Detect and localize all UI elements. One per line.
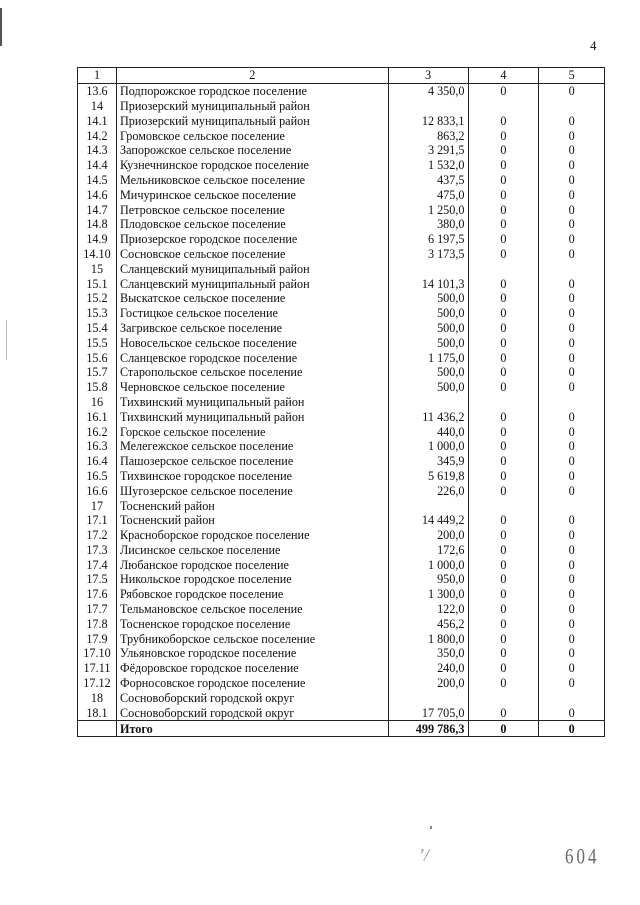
row-name: Тосненский район xyxy=(116,498,388,513)
row-name: Мельниковское сельское поселение xyxy=(116,173,388,188)
row-col5: 0 xyxy=(539,276,605,291)
row-number: 16.4 xyxy=(78,454,117,469)
table-row xyxy=(78,454,605,469)
table-row xyxy=(78,483,605,498)
row-col5: 0 xyxy=(539,705,605,720)
row-number: 14.8 xyxy=(78,217,117,232)
row-name: Старопольское сельское поселение xyxy=(116,365,388,380)
table-row xyxy=(78,217,605,232)
row-col5: 0 xyxy=(539,380,605,395)
table-row xyxy=(78,291,605,306)
table-row xyxy=(78,602,605,617)
total-col4: 0 xyxy=(468,721,539,737)
row-col4: 0 xyxy=(468,306,539,321)
row-col5: 0 xyxy=(539,661,605,676)
table-row xyxy=(78,143,605,158)
row-col4: 0 xyxy=(468,173,539,188)
row-name: Новосельское сельское поселение xyxy=(116,335,388,350)
row-col5: 0 xyxy=(539,143,605,158)
row-col4: 0 xyxy=(468,232,539,247)
row-col4: 0 xyxy=(468,335,539,350)
header-row xyxy=(78,68,605,84)
row-number: 18 xyxy=(78,690,117,705)
row-col4: 0 xyxy=(468,128,539,143)
table-row xyxy=(78,99,605,114)
row-col5: 0 xyxy=(539,483,605,498)
row-col4: 0 xyxy=(468,143,539,158)
row-number: 14 xyxy=(78,99,117,114)
column-header: 3 xyxy=(388,68,468,84)
row-col5: 0 xyxy=(539,424,605,439)
table-row xyxy=(78,661,605,676)
row-number: 14.6 xyxy=(78,187,117,202)
row-name: Сланцевское городское поселение xyxy=(116,350,388,365)
column-header: 5 xyxy=(539,68,605,84)
row-number: 15.6 xyxy=(78,350,117,365)
row-col4: 0 xyxy=(468,217,539,232)
row-amount: 122,0 xyxy=(388,602,468,617)
row-name: Запорожское сельское поселение xyxy=(116,143,388,158)
row-name: Красноборское городское поселение xyxy=(116,528,388,543)
row-amount: 500,0 xyxy=(388,306,468,321)
row-amount xyxy=(388,261,468,276)
row-amount: 500,0 xyxy=(388,321,468,336)
total-row xyxy=(78,721,605,737)
row-amount: 456,2 xyxy=(388,616,468,631)
table-row xyxy=(78,365,605,380)
row-amount: 345,9 xyxy=(388,454,468,469)
row-amount xyxy=(388,498,468,513)
row-number: 14.9 xyxy=(78,232,117,247)
row-col4 xyxy=(468,498,539,513)
row-name: Ульяновское городское поселение xyxy=(116,646,388,661)
row-name: Тихвинское городское поселение xyxy=(116,469,388,484)
row-amount: 1 532,0 xyxy=(388,158,468,173)
row-number: 15.2 xyxy=(78,291,117,306)
row-amount: 11 436,2 xyxy=(388,409,468,424)
row-amount: 12 833,1 xyxy=(388,113,468,128)
row-col4: 0 xyxy=(468,646,539,661)
row-col4: 0 xyxy=(468,439,539,454)
row-amount: 1 250,0 xyxy=(388,202,468,217)
table-row xyxy=(78,173,605,188)
row-name: Форносовское городское поселение xyxy=(116,676,388,691)
row-number: 15.7 xyxy=(78,365,117,380)
row-name: Выскатское сельское поселение xyxy=(116,291,388,306)
row-col4: 0 xyxy=(468,661,539,676)
row-name: Громовское сельское поселение xyxy=(116,128,388,143)
row-amount: 3 291,5 xyxy=(388,143,468,158)
row-col4: 0 xyxy=(468,365,539,380)
ink-dot xyxy=(430,826,432,829)
row-col4: 0 xyxy=(468,424,539,439)
row-number: 14.4 xyxy=(78,158,117,173)
row-col5: 0 xyxy=(539,587,605,602)
row-col5: 0 xyxy=(539,528,605,543)
row-col4: 0 xyxy=(468,247,539,262)
row-col5 xyxy=(539,690,605,705)
row-amount: 500,0 xyxy=(388,291,468,306)
row-col4: 0 xyxy=(468,528,539,543)
row-col4: 0 xyxy=(468,705,539,720)
row-number: 14.5 xyxy=(78,173,117,188)
table-row xyxy=(78,439,605,454)
row-number: 14.7 xyxy=(78,202,117,217)
row-name: Сланцевский муниципальный район xyxy=(116,261,388,276)
row-number: 17.10 xyxy=(78,646,117,661)
row-col4: 0 xyxy=(468,616,539,631)
row-name: Фёдоровское городское поселение xyxy=(116,661,388,676)
row-amount: 380,0 xyxy=(388,217,468,232)
row-name: Тосненское городское поселение xyxy=(116,616,388,631)
row-amount: 240,0 xyxy=(388,661,468,676)
row-amount: 200,0 xyxy=(388,676,468,691)
row-number: 17.1 xyxy=(78,513,117,528)
table-row xyxy=(78,409,605,424)
row-col5: 0 xyxy=(539,513,605,528)
table-row xyxy=(78,128,605,143)
row-col5: 0 xyxy=(539,83,605,98)
row-col5: 0 xyxy=(539,113,605,128)
row-col4: 0 xyxy=(468,483,539,498)
row-name: Рябовское городское поселение xyxy=(116,587,388,602)
row-number: 18.1 xyxy=(78,705,117,720)
row-amount: 1 300,0 xyxy=(388,587,468,602)
table-row xyxy=(78,424,605,439)
row-name: Петровское сельское поселение xyxy=(116,202,388,217)
table-row xyxy=(78,705,605,720)
left-binding-mark xyxy=(0,8,2,46)
row-amount xyxy=(388,99,468,114)
row-amount: 172,6 xyxy=(388,543,468,558)
row-col5: 0 xyxy=(539,602,605,617)
row-number: 15.8 xyxy=(78,380,117,395)
row-name: Тосненский район xyxy=(116,513,388,528)
row-col5 xyxy=(539,99,605,114)
row-number: 17.3 xyxy=(78,543,117,558)
row-amount: 863,2 xyxy=(388,128,468,143)
row-number: 17.5 xyxy=(78,572,117,587)
row-col5: 0 xyxy=(539,247,605,262)
row-col5: 0 xyxy=(539,469,605,484)
row-amount: 17 705,0 xyxy=(388,705,468,720)
table-row xyxy=(78,335,605,350)
row-name: Гостицкое сельское поселение xyxy=(116,306,388,321)
row-col4: 0 xyxy=(468,454,539,469)
row-col5: 0 xyxy=(539,572,605,587)
row-name: Сосновское сельское поселение xyxy=(116,247,388,262)
row-number: 16 xyxy=(78,395,117,410)
row-number: 16.3 xyxy=(78,439,117,454)
row-number: 14.2 xyxy=(78,128,117,143)
left-faint-mark xyxy=(6,320,7,360)
row-number: 17.12 xyxy=(78,676,117,691)
row-amount: 226,0 xyxy=(388,483,468,498)
row-col4 xyxy=(468,395,539,410)
row-col5: 0 xyxy=(539,217,605,232)
total-col5: 0 xyxy=(539,721,605,737)
column-header: 4 xyxy=(468,68,539,84)
row-amount: 14 101,3 xyxy=(388,276,468,291)
row-col5: 0 xyxy=(539,202,605,217)
row-col5 xyxy=(539,498,605,513)
row-number: 15.3 xyxy=(78,306,117,321)
table-row xyxy=(78,380,605,395)
row-amount: 350,0 xyxy=(388,646,468,661)
row-col5: 0 xyxy=(539,543,605,558)
row-amount: 437,5 xyxy=(388,173,468,188)
total-amount: 499 786,3 xyxy=(388,721,468,737)
row-name: Сосновоборский городской округ xyxy=(116,690,388,705)
table-row xyxy=(78,646,605,661)
handwritten-mark: ʼ/ xyxy=(418,845,429,865)
row-col5: 0 xyxy=(539,616,605,631)
row-col4: 0 xyxy=(468,291,539,306)
column-header: 1 xyxy=(78,68,117,84)
row-col5: 0 xyxy=(539,350,605,365)
row-col5: 0 xyxy=(539,321,605,336)
row-name: Никольское городское поселение xyxy=(116,572,388,587)
row-amount xyxy=(388,690,468,705)
table-row xyxy=(78,513,605,528)
row-name: Приозерский муниципальный район xyxy=(116,113,388,128)
row-name: Тельмановское сельское поселение xyxy=(116,602,388,617)
table-row xyxy=(78,83,605,98)
row-col5: 0 xyxy=(539,158,605,173)
row-name: Приозерский муниципальный район xyxy=(116,99,388,114)
row-number: 13.6 xyxy=(78,83,117,98)
row-name: Мичуринское сельское поселение xyxy=(116,187,388,202)
row-number: 15.4 xyxy=(78,321,117,336)
row-name: Трубникоборское сельское поселение xyxy=(116,631,388,646)
table-row xyxy=(78,528,605,543)
row-amount: 1 175,0 xyxy=(388,350,468,365)
table-row xyxy=(78,261,605,276)
row-number: 15.5 xyxy=(78,335,117,350)
row-amount: 200,0 xyxy=(388,528,468,543)
row-col4: 0 xyxy=(468,513,539,528)
table-row xyxy=(78,557,605,572)
row-name: Мелегежское сельское поселение xyxy=(116,439,388,454)
row-amount: 950,0 xyxy=(388,572,468,587)
table-row xyxy=(78,543,605,558)
row-col5: 0 xyxy=(539,439,605,454)
row-col4: 0 xyxy=(468,543,539,558)
column-header: 2 xyxy=(116,68,388,84)
row-col4: 0 xyxy=(468,587,539,602)
row-amount: 475,0 xyxy=(388,187,468,202)
row-amount xyxy=(388,395,468,410)
row-col4: 0 xyxy=(468,409,539,424)
row-col4: 0 xyxy=(468,158,539,173)
row-number: 17.6 xyxy=(78,587,117,602)
row-number: 16.5 xyxy=(78,469,117,484)
table-row xyxy=(78,498,605,513)
row-amount: 500,0 xyxy=(388,365,468,380)
row-amount: 14 449,2 xyxy=(388,513,468,528)
row-amount: 4 350,0 xyxy=(388,83,468,98)
table-row xyxy=(78,113,605,128)
row-number: 14.1 xyxy=(78,113,117,128)
table-row xyxy=(78,232,605,247)
row-amount: 500,0 xyxy=(388,380,468,395)
row-number: 17 xyxy=(78,498,117,513)
table-row xyxy=(78,572,605,587)
table-row xyxy=(78,616,605,631)
row-col4 xyxy=(468,99,539,114)
row-amount: 1 800,0 xyxy=(388,631,468,646)
row-name: Пашозерское сельское поселение xyxy=(116,454,388,469)
row-col5: 0 xyxy=(539,128,605,143)
row-col4: 0 xyxy=(468,469,539,484)
row-col4 xyxy=(468,261,539,276)
row-number: 16.6 xyxy=(78,483,117,498)
row-name: Кузнечнинское городское поселение xyxy=(116,158,388,173)
row-name: Любанское городское поселение xyxy=(116,557,388,572)
row-name: Шугозерское сельское поселение xyxy=(116,483,388,498)
table-row xyxy=(78,306,605,321)
row-number: 15.1 xyxy=(78,276,117,291)
row-number: 17.11 xyxy=(78,661,117,676)
row-name: Сланцевский муниципальный район xyxy=(116,276,388,291)
row-col5 xyxy=(539,395,605,410)
row-number: 14.3 xyxy=(78,143,117,158)
table-row xyxy=(78,187,605,202)
row-number: 14.10 xyxy=(78,247,117,262)
row-col4: 0 xyxy=(468,113,539,128)
table-row xyxy=(78,587,605,602)
row-amount: 5 619,8 xyxy=(388,469,468,484)
row-amount: 6 197,5 xyxy=(388,232,468,247)
total-label: Итого xyxy=(116,721,388,737)
row-col4: 0 xyxy=(468,602,539,617)
row-col5: 0 xyxy=(539,646,605,661)
table-row xyxy=(78,158,605,173)
row-name: Тихвинский муниципальный район xyxy=(116,395,388,410)
row-col4 xyxy=(468,690,539,705)
row-name: Тихвинский муниципальный район xyxy=(116,409,388,424)
row-col5: 0 xyxy=(539,232,605,247)
row-col5: 0 xyxy=(539,409,605,424)
row-number: 16.2 xyxy=(78,424,117,439)
table-row xyxy=(78,631,605,646)
row-name: Подпорожское городское поселение xyxy=(116,83,388,98)
table-row xyxy=(78,247,605,262)
table-row xyxy=(78,321,605,336)
row-col4: 0 xyxy=(468,321,539,336)
row-col5: 0 xyxy=(539,335,605,350)
table-row xyxy=(78,276,605,291)
table-row xyxy=(78,469,605,484)
row-amount: 1 000,0 xyxy=(388,439,468,454)
row-number: 16.1 xyxy=(78,409,117,424)
row-col5: 0 xyxy=(539,631,605,646)
row-col4: 0 xyxy=(468,83,539,98)
row-col4: 0 xyxy=(468,572,539,587)
row-col5: 0 xyxy=(539,676,605,691)
row-col5: 0 xyxy=(539,291,605,306)
row-col4: 0 xyxy=(468,276,539,291)
row-name: Загривское сельское поселение xyxy=(116,321,388,336)
row-number: 17.8 xyxy=(78,616,117,631)
budget-table xyxy=(77,67,605,737)
row-name: Сосновоборский городской округ xyxy=(116,705,388,720)
table-row xyxy=(78,690,605,705)
row-number: 17.9 xyxy=(78,631,117,646)
table-row xyxy=(78,350,605,365)
row-col4: 0 xyxy=(468,380,539,395)
row-name: Плодовское сельское поселение xyxy=(116,217,388,232)
row-col5: 0 xyxy=(539,306,605,321)
row-name: Черновское сельское поселение xyxy=(116,380,388,395)
row-col4: 0 xyxy=(468,202,539,217)
row-col4: 0 xyxy=(468,350,539,365)
row-col5: 0 xyxy=(539,365,605,380)
row-number: 17.7 xyxy=(78,602,117,617)
table-header xyxy=(78,68,605,84)
row-name: Приозерское городское поселение xyxy=(116,232,388,247)
row-number: 15 xyxy=(78,261,117,276)
row-col4: 0 xyxy=(468,557,539,572)
table-body xyxy=(78,83,605,720)
row-col4: 0 xyxy=(468,187,539,202)
row-col5: 0 xyxy=(539,557,605,572)
row-col5: 0 xyxy=(539,187,605,202)
row-amount: 3 173,5 xyxy=(388,247,468,262)
row-amount: 440,0 xyxy=(388,424,468,439)
row-col4: 0 xyxy=(468,631,539,646)
row-number: 17.2 xyxy=(78,528,117,543)
row-col5 xyxy=(539,261,605,276)
row-col5: 0 xyxy=(539,173,605,188)
stamp-number: 604 xyxy=(565,844,600,869)
table-row xyxy=(78,202,605,217)
page-number: 4 xyxy=(590,38,597,53)
row-amount: 500,0 xyxy=(388,335,468,350)
table-row xyxy=(78,395,605,410)
row-amount: 1 000,0 xyxy=(388,557,468,572)
row-col5: 0 xyxy=(539,454,605,469)
row-number: 17.4 xyxy=(78,557,117,572)
row-col4: 0 xyxy=(468,676,539,691)
row-name: Лисинское сельское поселение xyxy=(116,543,388,558)
total-num-cell xyxy=(78,721,117,737)
table-row xyxy=(78,676,605,691)
row-name: Горское сельское поселение xyxy=(116,424,388,439)
